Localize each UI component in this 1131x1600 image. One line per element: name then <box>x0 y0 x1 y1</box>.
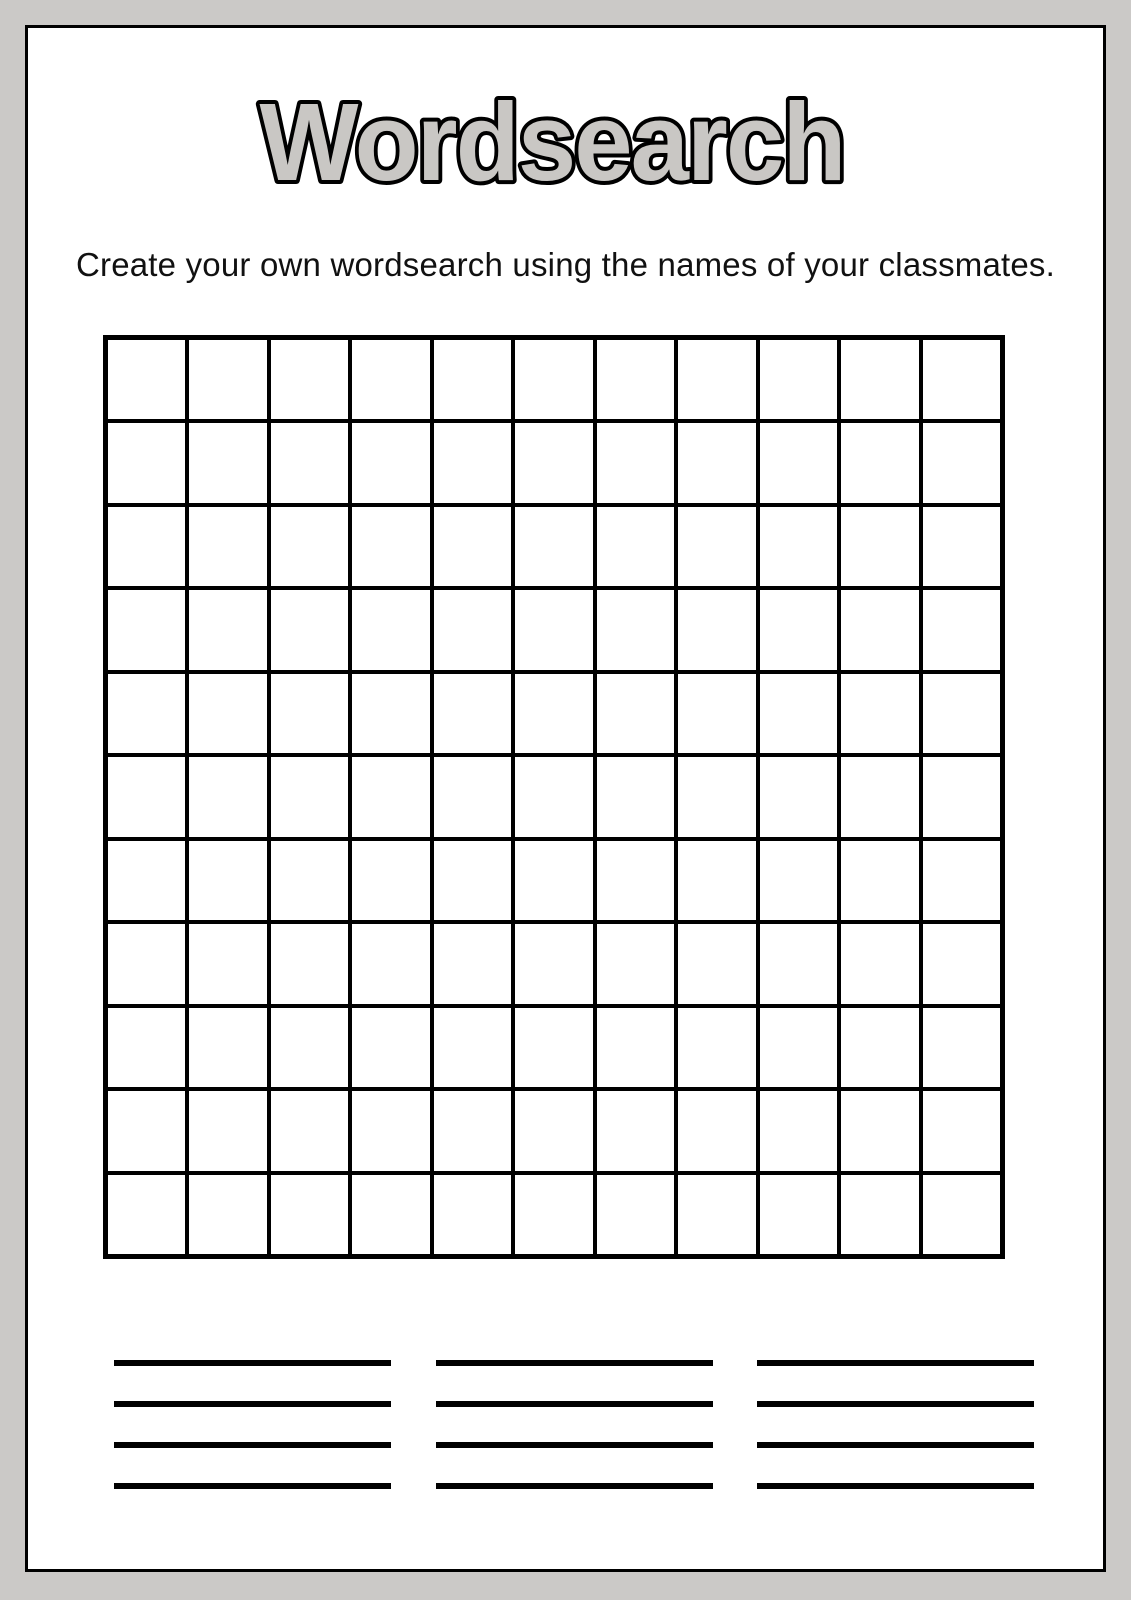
grid-cell <box>597 1091 674 1170</box>
grid-cell <box>515 423 592 502</box>
grid-cell <box>189 1008 266 1087</box>
grid-cell <box>597 924 674 1003</box>
grid-cell <box>108 340 185 419</box>
grid-cell <box>678 340 755 419</box>
grid-cell <box>352 757 429 836</box>
wordsearch-grid <box>103 335 1005 1259</box>
answer-line <box>757 1360 1034 1366</box>
answer-line <box>436 1483 713 1489</box>
grid-cell <box>841 507 918 586</box>
grid-cell <box>189 674 266 753</box>
grid-cell <box>841 841 918 920</box>
grid-cell <box>352 1091 429 1170</box>
answer-line-column <box>436 1360 713 1489</box>
grid-cell <box>108 590 185 669</box>
grid-cell <box>597 757 674 836</box>
grid-cell <box>678 590 755 669</box>
grid-cell <box>434 1008 511 1087</box>
grid-cell <box>352 340 429 419</box>
grid-cell <box>678 1091 755 1170</box>
grid-cell <box>189 423 266 502</box>
answer-line <box>436 1442 713 1448</box>
grid-cell <box>760 841 837 920</box>
grid-cell <box>271 590 348 669</box>
grid-cell <box>352 507 429 586</box>
grid-cell <box>434 924 511 1003</box>
grid-cell <box>923 757 1000 836</box>
grid-cell <box>760 340 837 419</box>
grid-cell <box>841 924 918 1003</box>
grid-cell <box>189 590 266 669</box>
grid-cell <box>597 841 674 920</box>
grid-cell <box>760 674 837 753</box>
grid-cell <box>760 1091 837 1170</box>
grid-cell <box>515 924 592 1003</box>
answer-line-column <box>114 1360 391 1489</box>
grid-cell <box>271 1091 348 1170</box>
answer-lines-section <box>114 1360 1034 1489</box>
worksheet-page <box>25 25 1106 1572</box>
grid-cell <box>271 757 348 836</box>
grid-cell <box>515 841 592 920</box>
grid-cell <box>271 674 348 753</box>
answer-line-column <box>757 1360 1034 1489</box>
grid-cell <box>923 340 1000 419</box>
grid-cell <box>434 1175 511 1254</box>
grid-cell <box>515 590 592 669</box>
grid-cell <box>760 1175 837 1254</box>
answer-line <box>114 1483 391 1489</box>
grid-cell <box>352 841 429 920</box>
grid-cell <box>597 423 674 502</box>
grid-cell <box>108 1091 185 1170</box>
grid-cell <box>923 924 1000 1003</box>
grid-cell <box>352 1008 429 1087</box>
grid-cell <box>597 340 674 419</box>
grid-cell <box>841 1175 918 1254</box>
grid-cell <box>515 674 592 753</box>
title-bubble-letters <box>28 64 1103 204</box>
grid-cell <box>189 1175 266 1254</box>
grid-cell <box>678 674 755 753</box>
grid-cell <box>434 841 511 920</box>
grid-cell <box>108 757 185 836</box>
grid-cell <box>352 590 429 669</box>
grid-cell <box>271 841 348 920</box>
grid-cell <box>923 1091 1000 1170</box>
grid-cell <box>678 507 755 586</box>
grid-cell <box>189 340 266 419</box>
grid-cell <box>760 507 837 586</box>
title-text: Wordsearch <box>259 81 845 204</box>
grid-cell <box>923 423 1000 502</box>
grid-cell <box>189 924 266 1003</box>
grid-cell <box>271 423 348 502</box>
grid-cell <box>841 1008 918 1087</box>
grid-cell <box>923 507 1000 586</box>
grid-cell <box>271 507 348 586</box>
grid-cell <box>597 507 674 586</box>
grid-cell <box>515 1008 592 1087</box>
grid-cell <box>434 507 511 586</box>
grid-cell <box>352 423 429 502</box>
grid-cell <box>108 423 185 502</box>
grid-cell <box>108 1175 185 1254</box>
grid-cell <box>352 924 429 1003</box>
grid-cell <box>108 674 185 753</box>
grid-cell <box>841 340 918 419</box>
grid-cell <box>678 757 755 836</box>
grid-cell <box>434 340 511 419</box>
grid-cell <box>760 590 837 669</box>
grid-cell <box>515 340 592 419</box>
grid-cell <box>841 674 918 753</box>
grid-cell <box>923 841 1000 920</box>
grid-cell <box>108 507 185 586</box>
grid-cell <box>841 590 918 669</box>
answer-line <box>757 1401 1034 1407</box>
answer-line <box>757 1483 1034 1489</box>
worksheet-title <box>28 64 1103 204</box>
grid-cell <box>923 1008 1000 1087</box>
grid-cell <box>352 1175 429 1254</box>
grid-cell <box>352 674 429 753</box>
grid-cell <box>515 1091 592 1170</box>
grid-cell <box>271 340 348 419</box>
grid-cell <box>434 757 511 836</box>
grid-cell <box>760 423 837 502</box>
grid-cell <box>108 841 185 920</box>
grid-cell <box>678 1175 755 1254</box>
grid-cell <box>271 924 348 1003</box>
grid-cell <box>108 924 185 1003</box>
answer-line <box>114 1401 391 1407</box>
answer-line <box>436 1401 713 1407</box>
grid-cell <box>515 507 592 586</box>
instruction-text: Create your own wordsearch using the names of your classmates. <box>75 246 1056 283</box>
grid-cell <box>760 924 837 1003</box>
grid-cell <box>108 1008 185 1087</box>
grid-cell <box>923 590 1000 669</box>
answer-line <box>436 1360 713 1366</box>
grid-cell <box>841 423 918 502</box>
grid-cell <box>189 1091 266 1170</box>
grid-cell <box>515 1175 592 1254</box>
grid-cell <box>434 423 511 502</box>
answer-line <box>114 1442 391 1448</box>
grid-cell <box>271 1175 348 1254</box>
grid-cell <box>515 757 592 836</box>
grid-cell <box>760 1008 837 1087</box>
grid-cell <box>678 423 755 502</box>
grid-cell <box>434 674 511 753</box>
grid-cell <box>597 1008 674 1087</box>
grid-cell <box>923 674 1000 753</box>
grid-cell <box>434 590 511 669</box>
grid-cell <box>597 674 674 753</box>
grid-cell <box>678 924 755 1003</box>
grid-cell <box>678 841 755 920</box>
grid-cell <box>760 757 837 836</box>
grid-cell <box>841 757 918 836</box>
grid-cell <box>597 590 674 669</box>
answer-line <box>757 1442 1034 1448</box>
grid-cell <box>841 1091 918 1170</box>
answer-line <box>114 1360 391 1366</box>
grid-cell <box>678 1008 755 1087</box>
grid-cell <box>923 1175 1000 1254</box>
grid-cell <box>189 757 266 836</box>
grid-cell <box>189 507 266 586</box>
grid-cell <box>434 1091 511 1170</box>
grid-cell <box>271 1008 348 1087</box>
grid-cell <box>189 841 266 920</box>
grid-cell <box>597 1175 674 1254</box>
